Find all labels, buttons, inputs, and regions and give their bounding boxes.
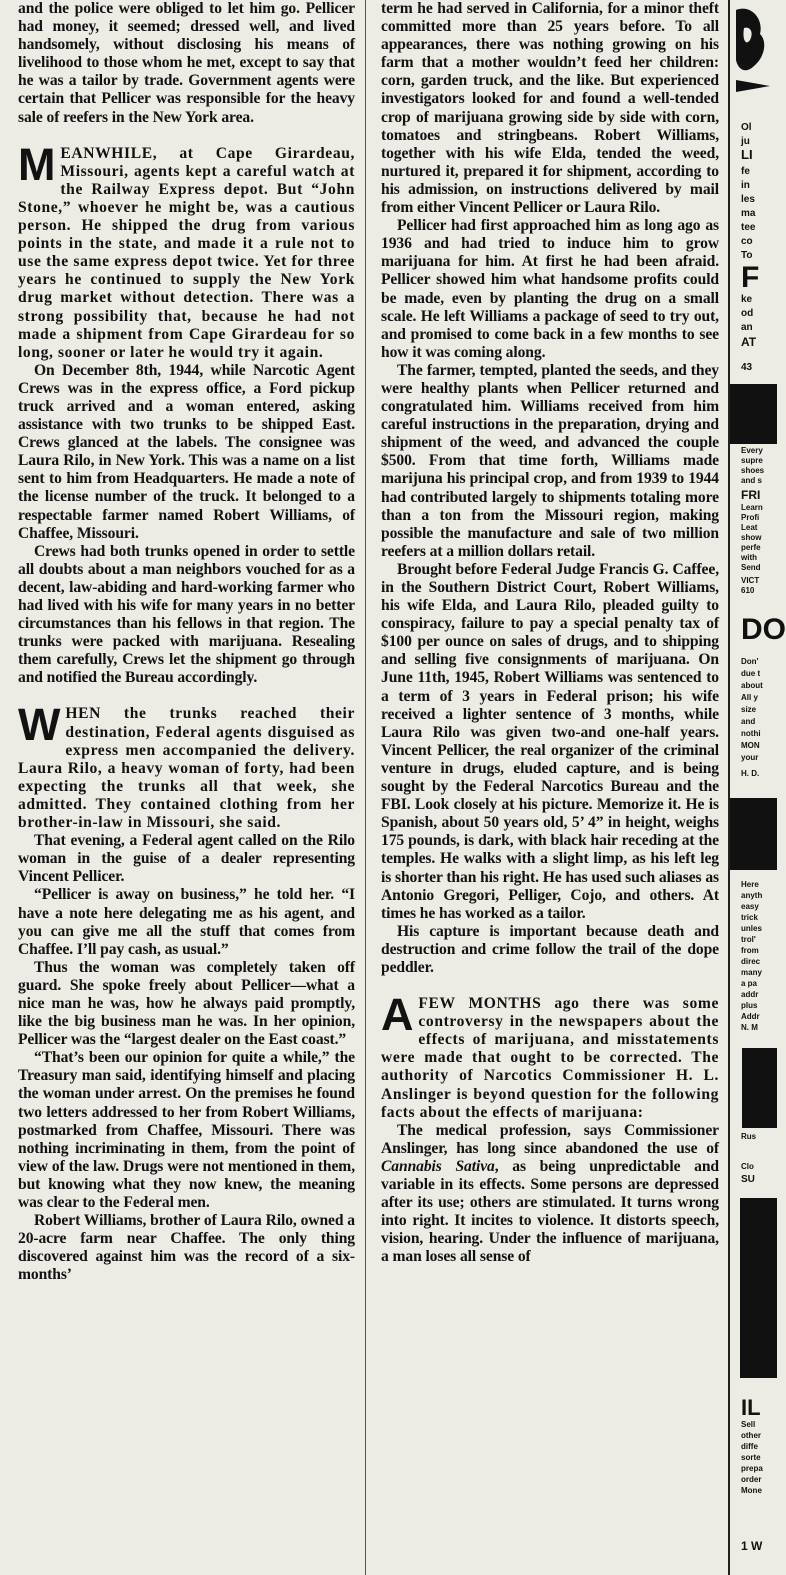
- ad-text: 610: [741, 586, 755, 595]
- paragraph: Thus the woman was completely taken off guard. She spoke freely about Pellicer—what a nice man he was, how he always paid promptly, like the big business man he was. In her opinion, Pellicer was the “largest dealer on the East coast.”: [18, 958, 355, 1049]
- ad-text: VICT: [741, 576, 760, 585]
- column-divider: [365, 0, 366, 1575]
- ad-text: sorte: [741, 1453, 761, 1462]
- ad-text: direc: [741, 957, 761, 966]
- ad-headline: DO: [741, 613, 786, 646]
- ad-text: N. M: [741, 1023, 758, 1032]
- paragraph: “That’s been our opinion for quite a while,” the Treasury man said, identifying himself and placing the woman under arrest. On the premises he found two letters addressed to her from Robert Williams, postmarked from Chaffee, Missouri. There was nothing incriminating in them, from the point of view of the law. Drugs were not mentioned in them, but knowing what they now knew, the meaning was clear to the Federal men.: [18, 1049, 355, 1211]
- ad-text: shoes: [741, 466, 765, 475]
- section-few-months: [381, 989, 719, 1122]
- ad-text: SU: [741, 1174, 755, 1185]
- paragraph: Crews had both trunks opened in order to settle all doubts about a man neighbors vouched for as a decent, law-abiding and hard-working farmer who had lived with his wife for many years in no better circumstances than his fellows in that region. The trunks were packed with marijuana. Resealing them carefully, Crews let the shipment go through and notified the Bureau accordingly.: [18, 542, 355, 687]
- ad-text: Learn: [741, 503, 763, 512]
- lead-text: EANWHILE, at Cape Girardeau, Missouri, agents kept a careful watch at the Railway Express depot. But “John Stone,” whoever he might be, was a cautious person. He shipped the drug from various points in the state, and made it a rule not to use the same express depot twice. Yet for three years he continued to supply the New York drug market without detection. There was a strong possibility that, because he had not made a shipment from Cape Girardeau for so long, sooner or later he would try it again.: [18, 144, 355, 361]
- ad-text: Every: [741, 446, 763, 455]
- ad-text: Mone: [741, 1486, 762, 1495]
- paragraph: Pellicer had first approached him as long ago as 1936 and had tried to induce him to grow marijuana for him. At first he had been afraid. Pellicer showed him what handsome profits could be made, even by planting the drug on a small scale. He left Williams a package of seed to try out, and promised to come back in a few months to see how it was coming along.: [381, 217, 719, 361]
- lead-text: FEW MONTHS ago there was some controversy in the newspapers about the effects of marijuana, and misstatements were made that ought to be corrected. The authority of Narcotics Commissioner H. L. Anslinger is beyond question for the following facts about the effects of marijuana:: [381, 995, 719, 1121]
- paragraph: term he had served in California, for a minor theft committed more than 25 years before. To all appearances, there was nothing growing on his farm that a mother wouldn’t feed her children: corn, garden truck, and the like. But experienced investigators looked for and found a well-tended crop of marijuana growing side by side with corn, tomatoes and stringbeans. Robert Williams, together with his wife Elda, tended the weed, nurtured it, prepared it for shipment, according to his admission, on instructions delivered by mail from either Vincent Pellicer or Laura Rilo.: [381, 0, 719, 217]
- paragraph: “Pellicer is away on business,” he told her. “I have a note here delegating me as his agent, and you can give me all the stuff that comes from Chaffee. I’ll pay cash, as usual.”: [18, 886, 355, 958]
- ad-text: All y: [741, 693, 758, 702]
- ad-figure: [740, 1198, 777, 1378]
- ad-text: Profi: [741, 513, 760, 522]
- paragraph: On December 8th, 1944, while Narcotic Agent Crews was in the express office, a Ford pickup truck arrived and a woman entered, asking assistance with two trunks to be shipped East. Crews glanced at the labels. The consignee was Laura Rilo, in New York. This was a name on a list sent to him from Headquarters. He made a note of the license number of the truck. It belonged to a respectable farmer named Robert Williams, of Chaffee, Missouri.: [18, 361, 355, 542]
- ad-text: Here: [741, 880, 759, 889]
- ad-text: and s: [741, 476, 762, 485]
- article-column-right: [381, 0, 719, 1266]
- drop-cap: W: [18, 699, 61, 751]
- paragraph-text: The medical profession, says Commissioner Anslinger, has long since abandoned the use of: [381, 1121, 719, 1157]
- paragraph-text: , as being unpredictable and variable in its effects. Some persons are depressed after its use; others are stimulated. It turns wrong into right. It incites to violence. It distorts speech, vision, hearing. Under the influence of marijuana, a man loses all sense of: [381, 1157, 719, 1266]
- ad-text: size: [741, 705, 757, 714]
- section-when: [18, 699, 355, 832]
- paragraph: His capture is important because death and destruction and crime follow the trail of the dope peddler.: [381, 922, 719, 976]
- ad-text: Send: [741, 563, 761, 572]
- ad-text: anyth: [741, 891, 763, 900]
- ad-text: prepa: [741, 1464, 763, 1473]
- ad-text: with: [741, 553, 757, 562]
- ad-text: ma: [741, 208, 756, 219]
- ad-text: 43: [741, 362, 753, 373]
- paragraph: and the police were obliged to let him go. Pellicer had money, it seemed; dressed well, and lived handsomely, without disclosing his means of livelihood to those whom he met, except to say that he was a tailor by trade. Government agents were certain that Pellicer was responsible for the heavy sale of reefers in the New York area.: [18, 0, 355, 126]
- ad-text: 1 W: [741, 1539, 763, 1553]
- ad-text: ju: [741, 136, 750, 147]
- ad-hand-illustration: [730, 0, 777, 95]
- ad-text: Clo: [741, 1162, 754, 1171]
- ad-text: order: [741, 1475, 762, 1484]
- ad-black-block: [730, 384, 777, 444]
- ad-text: due t: [741, 669, 761, 678]
- ad-text: plus: [741, 1001, 758, 1010]
- paragraph: Robert Williams, brother of Laura Rilo, owned a 20-acre farm near Chaffee. The only thing discovered against him was the record of a six-months’: [18, 1212, 355, 1284]
- ad-text: perfe: [741, 543, 761, 552]
- ad-text: Sell: [741, 1420, 756, 1429]
- ad-text: H. D.: [741, 769, 760, 778]
- ad-text: in: [741, 180, 750, 191]
- ad-text: Don': [741, 657, 759, 666]
- ad-text: from: [741, 946, 759, 955]
- ad-text: diffe: [741, 1442, 758, 1451]
- drop-cap: A: [381, 989, 414, 1041]
- ad-text: AT: [741, 335, 757, 349]
- ad-text: od: [741, 308, 754, 319]
- section-lead-paragraph: [18, 138, 355, 362]
- ad-black-block: [730, 798, 777, 870]
- ad-text: supre: [741, 456, 763, 465]
- ad-text: show: [741, 533, 762, 542]
- ad-text: easy: [741, 902, 759, 911]
- ad-photo: [742, 1048, 777, 1128]
- ad-text: other: [741, 1431, 761, 1440]
- ad-text: many: [741, 968, 762, 977]
- ad-text: Leat: [741, 523, 758, 532]
- ad-text: ke: [741, 294, 753, 305]
- ad-text: nothi: [741, 729, 761, 738]
- hand-graphic: [730, 0, 777, 95]
- ad-text: Rus: [741, 1132, 757, 1141]
- ad-text: FRI: [741, 488, 761, 502]
- ad-text: and: [741, 717, 756, 726]
- ad-headline: IL: [741, 1395, 761, 1420]
- ad-text: unles: [741, 924, 762, 933]
- lead-text: HEN the trunks reached their destination, Federal agents disguised as express men accompanied the delivery. Laura Rilo, a heavy woman of forty, had been expecting the trunks all that week, she admitted. They contained clothing from her brother-in-law in Missouri, she said.: [18, 705, 355, 832]
- section-meanwhile: [18, 138, 355, 362]
- ad-text: les: [741, 194, 755, 205]
- ad-text: tee: [741, 222, 756, 233]
- ad-text: MON: [741, 741, 760, 750]
- ad-text: your: [741, 753, 759, 762]
- ad-text: co: [741, 236, 753, 247]
- paragraph: That evening, a Federal agent called on the Rilo woman in the guise of a dealer representing Vincent Pellicer.: [18, 832, 355, 886]
- paragraph: The farmer, tempted, planted the seeds, and they were healthy plants when Pellicer returned and congratulated him. Williams received from him careful instructions in the preparation, drying and shipment of the weed, and advanced the couple $500. From that time forth, Williams made marijuna his principal crop, and from 1939 to 1944 had contributed largely to shipments totaling more than a ton from the Missouri region, making possible the manufacture and sale of two million reefers at a million dollars retail.: [381, 361, 719, 560]
- ad-text: an: [741, 322, 753, 333]
- section-lead-paragraph: [18, 699, 355, 832]
- ad-text: Addr: [741, 1012, 760, 1021]
- drop-cap: M: [18, 138, 56, 190]
- ad-text: trick: [741, 913, 758, 922]
- ad-text: addr: [741, 990, 759, 999]
- ad-text: a pa: [741, 979, 758, 988]
- ad-strip: [728, 0, 786, 1575]
- paragraph: [381, 1122, 719, 1267]
- ad-text: Ol: [741, 122, 752, 133]
- ad-text: fe: [741, 166, 750, 177]
- ad-text: To: [741, 250, 753, 261]
- ad-text: LI: [741, 147, 753, 162]
- article-column-left: [18, 0, 355, 1284]
- ad-text: about: [741, 681, 763, 690]
- section-lead-paragraph: [381, 989, 719, 1122]
- italic-term: Cannabis Sativa: [381, 1157, 495, 1175]
- ad-headline: F: [741, 261, 760, 294]
- paragraph: Brought before Federal Judge Francis G. Caffee, in the Southern District Court, Robert Williams, his wife Elda, and Laura Rilo, pleaded guilty to conspiracy, failure to pay a special penalty tax of $100 per ounce on sales of drugs, and to shipping and selling five consignments of marijuana. On June 11th, 1945, Robert Williams was sentenced to a term of 3 years in Federal prison; his wife received a lighter sentence of 3 months, while Laura Rilo was given two-and one-half years. Vincent Pellicer, the real organizer of the criminal venture in drugs, eluded capture, and is being sought by the Federal Narcotics Bureau and the FBI. Look closely at his picture. Memorize it. He is Spanish, about 50 years old, 5’ 4” in height, weighs 175 pounds, is dark, with black hair receding at the temples. He walks with a slight limp, as his left leg is shorter than his right. He has used such aliases as Antonio Gregori, Pelliger, Cojo, and others. At times he has worked as a tailor.: [381, 560, 719, 922]
- ad-text: trol': [741, 935, 756, 944]
